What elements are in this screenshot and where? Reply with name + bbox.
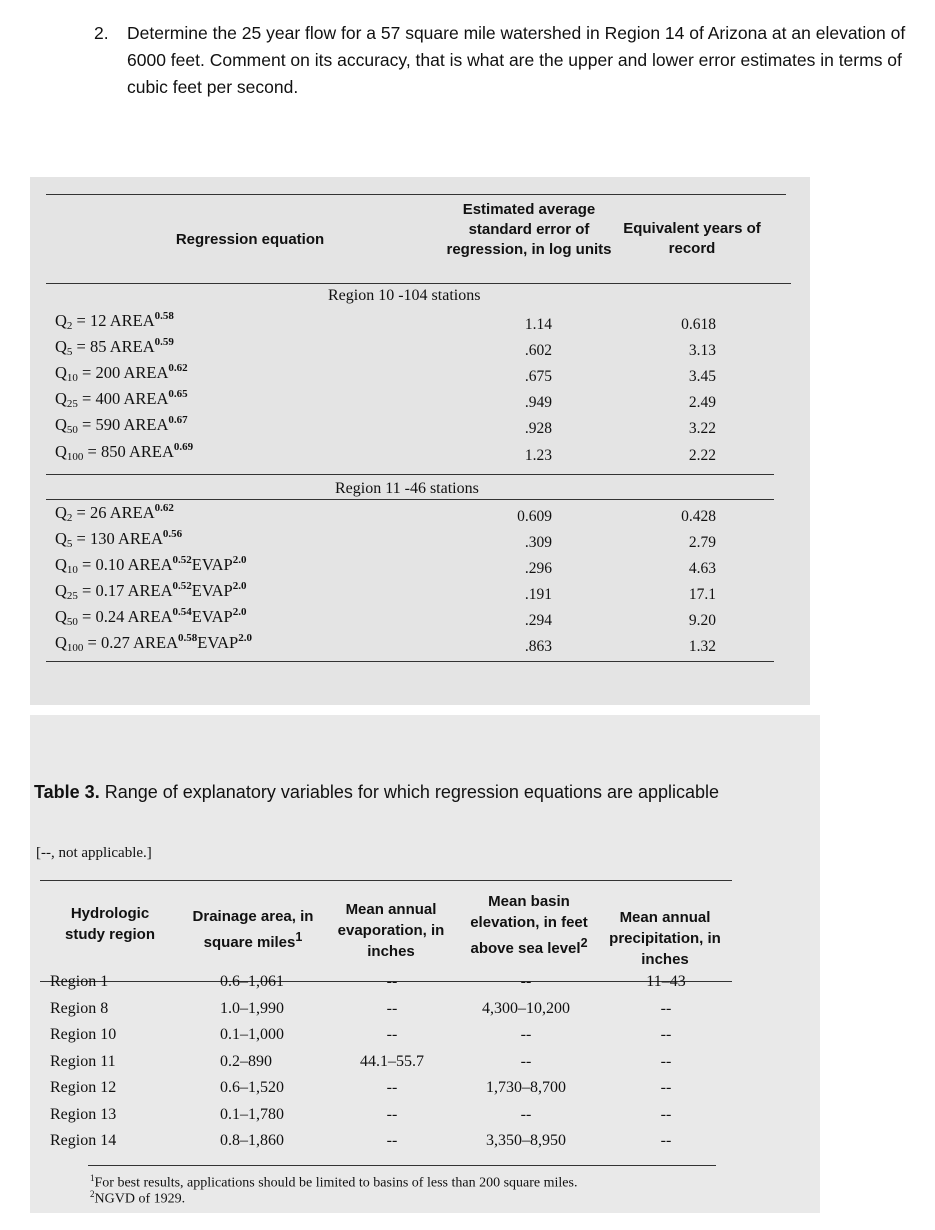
- recurrence-interval: 2: [66, 512, 73, 524]
- equation-body: = 590 AREA: [77, 415, 169, 434]
- regression-equation: [55, 632, 252, 654]
- evaporation-range: --: [386, 1105, 398, 1123]
- precipitation-range: --: [660, 1132, 672, 1149]
- standard-error-value: .191: [524, 586, 552, 603]
- header-regression-equation: Regression equation: [175, 231, 325, 248]
- standard-error-value: .928: [524, 420, 552, 437]
- region-name: Region 12: [50, 1079, 117, 1096]
- evap-exponent: 2.0: [238, 632, 252, 644]
- area-exponent: 0.62: [154, 502, 174, 514]
- equivalent-years-value: 1.32: [688, 638, 716, 655]
- standard-error-value: .309: [524, 534, 552, 551]
- drainage-area-range: 0.6–1,061: [220, 973, 284, 990]
- recurrence-interval: 2: [66, 320, 73, 332]
- header-rule: [46, 283, 791, 284]
- regression-equation: [55, 362, 188, 384]
- region-name: Region 1: [50, 973, 109, 990]
- equivalent-years-value: 4.63: [688, 560, 716, 577]
- flow-symbol: Q: [55, 581, 67, 600]
- elevation-range: --: [520, 1026, 532, 1043]
- area-exponent: 0.56: [162, 528, 183, 540]
- table3-label: Table 3.: [34, 782, 100, 802]
- precipitation-range: --: [660, 1052, 672, 1070]
- table-top-rule: [46, 194, 786, 195]
- standard-error-value: .296: [524, 560, 552, 577]
- footnote-1-mark: 1: [90, 1173, 95, 1183]
- footnote-1-text: For best results, applications should be limited to basins of less than 200 square miles.: [94, 1175, 578, 1191]
- area-exponent: 0.52: [172, 580, 192, 592]
- evap-exponent: 2.0: [232, 606, 247, 618]
- equation-body: = 0.27 AREA: [83, 633, 178, 652]
- evaporation-range: --: [386, 1079, 398, 1096]
- evap-term: EVAP: [191, 555, 233, 574]
- header-precipitation: Mean annual precipitation, in inches: [609, 909, 721, 968]
- elevation-range: --: [520, 1105, 532, 1123]
- evaporation-range: --: [386, 1132, 398, 1149]
- question-number: 2.: [94, 23, 109, 43]
- area-exponent: 0.69: [173, 441, 194, 453]
- table3-note: [--, not applicable.]: [36, 845, 152, 861]
- area-exponent: 0.58: [177, 632, 198, 644]
- equation-body: = 12 AREA: [72, 311, 155, 330]
- standard-error-value: .675: [524, 368, 552, 385]
- recurrence-interval: 10: [66, 372, 78, 384]
- area-exponent: 0.58: [154, 310, 174, 322]
- recurrence-interval: 25: [66, 590, 78, 602]
- regression-equation: [55, 528, 182, 550]
- header-evaporation: Mean annual evaporation, in inches: [337, 901, 445, 960]
- standard-error-value: .949: [524, 394, 552, 411]
- regression-equation: [55, 414, 188, 436]
- evap-exponent: 2.0: [232, 554, 247, 566]
- header-hydrologic-region: Hydrologic study region: [64, 905, 155, 943]
- equation-body: = 130 AREA: [72, 529, 163, 548]
- standard-error-value: .294: [524, 612, 552, 629]
- region-11-rule: [46, 499, 774, 500]
- table3-bottom-rule: [88, 1165, 716, 1166]
- equivalent-years-value: 2.79: [688, 534, 716, 551]
- recurrence-interval: 5: [66, 346, 73, 358]
- equivalent-years-value: 3.45: [688, 368, 716, 385]
- header-equivalent-years: Equivalent years of record: [623, 220, 761, 257]
- elevation-range: --: [520, 973, 532, 990]
- equation-body: = 26 AREA: [72, 503, 155, 522]
- equation-body: = 850 AREA: [83, 442, 174, 461]
- equation-body: = 85 AREA: [72, 337, 155, 356]
- flow-symbol: Q: [55, 415, 67, 434]
- equation-body: = 200 AREA: [77, 363, 169, 382]
- equivalent-years-value: 0.428: [681, 508, 716, 525]
- flow-symbol: Q: [55, 529, 67, 548]
- flow-symbol: Q: [55, 442, 67, 461]
- drainage-area-range: 0.1–1,000: [220, 1026, 284, 1043]
- evaporation-range: --: [386, 1026, 398, 1043]
- drainage-area-range: 0.8–1,860: [220, 1132, 284, 1149]
- question-text: Determine the 25 year flow for a 57 square mile watershed in Region 14 of Arizona at an elevation of 6000 feet. Comment on its accuracy, that is what are the upper and lower error estimates in terms of cubic feet per second.: [127, 23, 906, 97]
- flow-symbol: Q: [55, 389, 67, 408]
- evaporation-range: --: [386, 973, 398, 990]
- equivalent-years-value: 0.618: [681, 316, 716, 333]
- standard-error-value: 1.14: [524, 316, 552, 333]
- evaporation-range: --: [386, 999, 398, 1017]
- table3-caption: Range of explanatory variables for which regression equations are applicable: [99, 782, 720, 802]
- flow-symbol: Q: [55, 555, 67, 574]
- footnote-2: [90, 1186, 185, 1208]
- region-name: Region 10: [50, 1026, 117, 1043]
- drainage-area-range: 1.0–1,990: [220, 999, 284, 1017]
- precipitation-range: --: [660, 1105, 672, 1123]
- regression-equation: [55, 336, 174, 358]
- equivalent-years-value: 2.22: [688, 447, 716, 464]
- precipitation-range: --: [660, 999, 672, 1017]
- regression-equation: [55, 606, 246, 628]
- area-exponent: 0.52: [172, 554, 192, 566]
- standard-error-value: .863: [524, 638, 552, 655]
- regression-equation: [55, 554, 246, 576]
- drainage-area-range: 0.6–1,520: [220, 1079, 284, 1096]
- region-name: Region 14: [50, 1132, 117, 1149]
- equivalent-years-value: 17.1: [688, 586, 716, 603]
- area-exponent: 0.67: [168, 414, 188, 426]
- equation-body: = 0.17 AREA: [77, 581, 173, 600]
- regression-equation: [55, 502, 174, 524]
- header-elevation-sup: 2: [580, 936, 588, 950]
- evap-exponent: 2.0: [232, 580, 247, 592]
- header-drainage-area: [185, 906, 321, 953]
- precipitation-range: --: [660, 1026, 672, 1043]
- regression-equation: [55, 388, 188, 410]
- table3-photo: [30, 715, 820, 1213]
- evaporation-range: 44.1–55.7: [360, 1052, 424, 1070]
- standard-error-value: 1.23: [524, 447, 552, 464]
- flow-symbol: Q: [55, 503, 67, 522]
- equation-body: = 0.10 AREA: [77, 555, 173, 574]
- area-exponent: 0.62: [168, 362, 188, 374]
- flow-symbol: Q: [55, 607, 67, 626]
- header-drainage-area-sup: 1: [295, 930, 303, 944]
- recurrence-interval: 100: [66, 642, 84, 654]
- recurrence-interval: 50: [66, 616, 78, 628]
- standard-error-value: .602: [524, 342, 552, 359]
- recurrence-interval: 100: [66, 451, 84, 463]
- equivalent-years-value: 2.49: [688, 394, 716, 411]
- area-exponent: 0.54: [172, 606, 192, 618]
- evap-term: EVAP: [191, 581, 233, 600]
- equivalent-years-value: 3.22: [688, 420, 716, 437]
- equivalent-years-value: 3.13: [688, 342, 716, 359]
- region-11-heading: Region 11 -46 stations: [335, 480, 479, 497]
- header-elevation-text: Mean basin elevation, in feet above sea level: [470, 893, 588, 957]
- area-exponent: 0.65: [168, 388, 188, 400]
- table3-title: [34, 781, 794, 803]
- equation-body: = 0.24 AREA: [77, 607, 173, 626]
- recurrence-interval: 5: [66, 538, 73, 550]
- footnote-2-text: NGVD of 1929.: [94, 1191, 186, 1207]
- region-name: Region 8: [50, 999, 109, 1017]
- flow-symbol: Q: [55, 363, 67, 382]
- header-drainage-area-text: Drainage area, in square miles: [192, 908, 314, 951]
- area-exponent: 0.59: [154, 336, 174, 348]
- equation-body: = 400 AREA: [77, 389, 169, 408]
- table3-top-rule: [40, 880, 732, 881]
- evap-term: EVAP: [191, 607, 233, 626]
- equivalent-years-value: 9.20: [688, 612, 716, 629]
- table-bottom-rule: [46, 661, 774, 662]
- region-name: Region 11: [50, 1052, 116, 1070]
- precipitation-range: 11–43: [646, 973, 686, 990]
- elevation-range: 3,350–8,950: [486, 1132, 566, 1149]
- region-name: Region 13: [50, 1105, 117, 1123]
- elevation-range: 1,730–8,700: [486, 1079, 566, 1096]
- flow-symbol: Q: [55, 633, 67, 652]
- drainage-area-range: 0.1–1,780: [220, 1105, 284, 1123]
- regression-equation: [55, 580, 246, 602]
- header-elevation: [468, 891, 590, 959]
- recurrence-interval: 10: [66, 564, 78, 576]
- flow-symbol: Q: [55, 337, 67, 356]
- region-10-rule: [46, 474, 774, 475]
- recurrence-interval: 25: [66, 398, 78, 410]
- precipitation-range: --: [660, 1079, 672, 1096]
- header-standard-error: Estimated average standard error of regression, in log units: [446, 201, 612, 258]
- regression-equation: [55, 441, 193, 463]
- region-10-heading: Region 10 -104 stations: [328, 287, 481, 304]
- regression-table-photo: [30, 177, 810, 705]
- elevation-range: --: [520, 1052, 532, 1070]
- standard-error-value: 0.609: [517, 508, 552, 525]
- recurrence-interval: 50: [66, 424, 78, 436]
- drainage-area-range: 0.2–890: [220, 1052, 272, 1070]
- elevation-range: 4,300–10,200: [482, 999, 570, 1017]
- footnote-2-mark: 2: [90, 1189, 95, 1199]
- regression-equation: [55, 310, 174, 332]
- flow-symbol: Q: [55, 311, 67, 330]
- evap-term: EVAP: [197, 633, 239, 652]
